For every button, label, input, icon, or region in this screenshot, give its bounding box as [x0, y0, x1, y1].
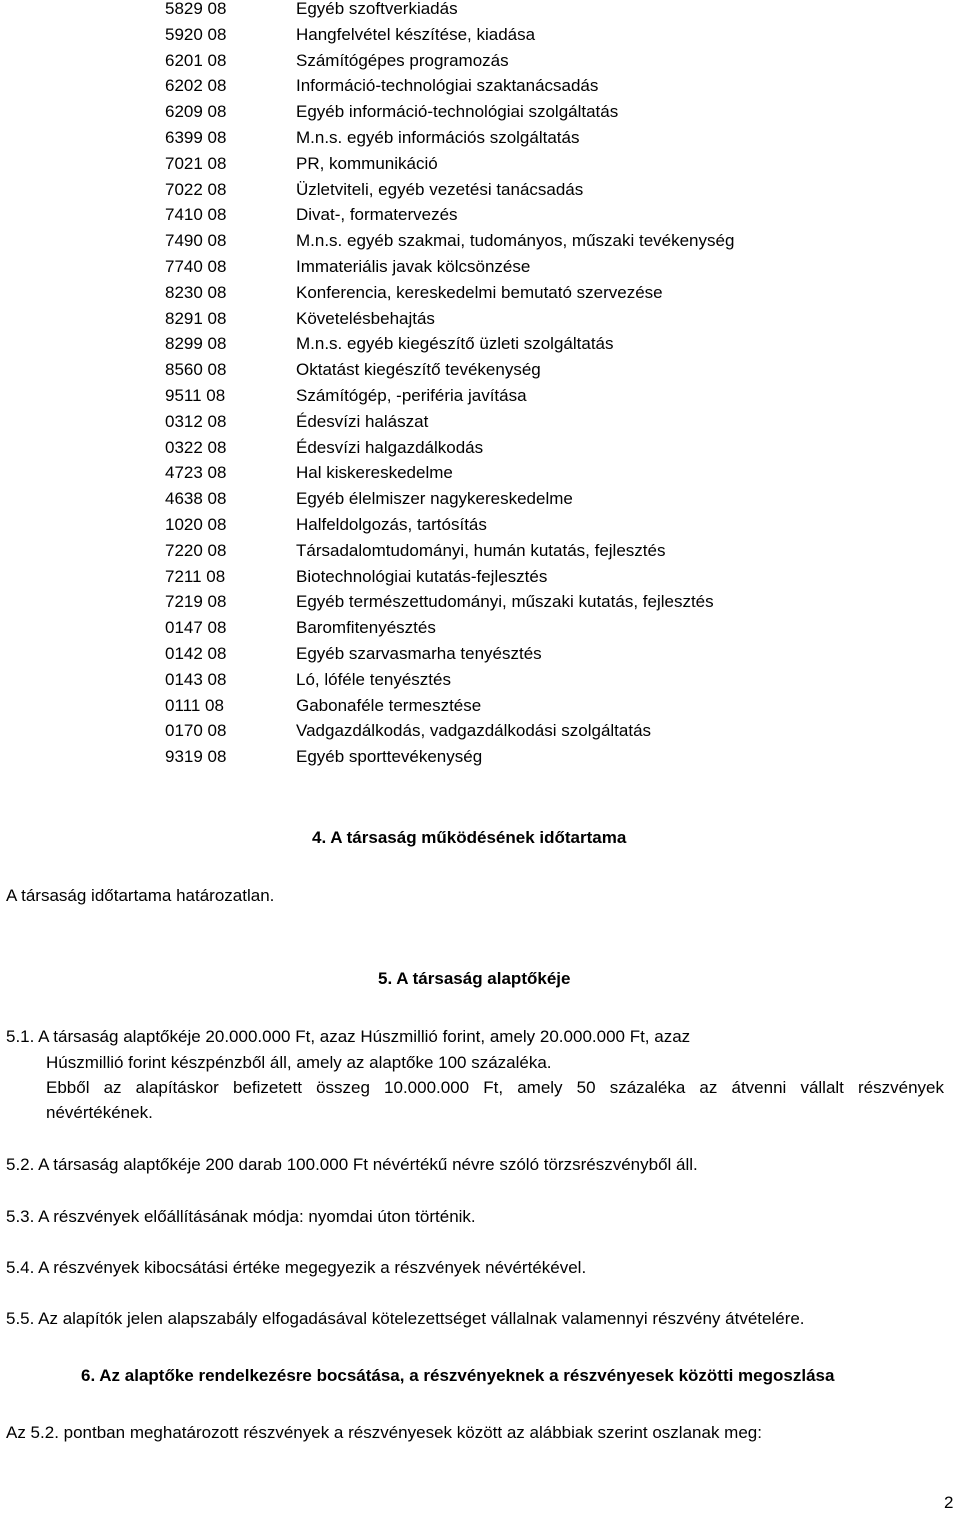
- activity-row: [165, 357, 734, 383]
- activity-row: [165, 0, 734, 22]
- activity-description: M.n.s. egyéb információs szolgáltatás: [296, 127, 580, 147]
- activity-code: 9511 08: [165, 385, 226, 405]
- section-5-heading: 5. A társaság alaptőkéje: [378, 969, 571, 988]
- activity-description: Egyéb sporttevékenység: [296, 747, 483, 767]
- justified-word: amely: [517, 1078, 563, 1097]
- paragraph-5-1-line-4: névértékének.: [46, 1103, 153, 1122]
- activity-row: [165, 538, 734, 564]
- activity-code: 0143 08: [165, 669, 227, 689]
- company-duration-text: A társaság időtartama határozatlan.: [6, 886, 275, 905]
- activity-code: 7490 08: [165, 231, 227, 251]
- activity-row: [165, 383, 734, 409]
- justified-word: Ft,: [483, 1078, 504, 1097]
- activity-row: [165, 151, 734, 177]
- activity-code: 0111 08: [165, 695, 224, 715]
- activity-row: [165, 435, 734, 461]
- activity-code: 7211 08: [165, 566, 226, 586]
- justified-word: részvények: [858, 1078, 944, 1097]
- justified-word: befizetett: [232, 1078, 302, 1097]
- activity-row: [165, 667, 734, 693]
- activity-code: 6399 08: [165, 127, 227, 147]
- paragraph-5-5: 5.5. Az alapítók jelen alapszabály elfogadásával kötelezettséget vállalnak valamennyi részvény átvételére.: [6, 1309, 805, 1328]
- activity-row: [165, 177, 734, 203]
- justified-word: százaléka: [609, 1078, 686, 1097]
- activity-row: [165, 589, 734, 615]
- activity-code: 7220 08: [165, 540, 227, 560]
- activity-row: [165, 228, 734, 254]
- activity-code: 7021 08: [165, 153, 227, 173]
- activity-description: Biotechnológiai kutatás-fejlesztés: [296, 566, 548, 586]
- activity-description: Édesvízi halgazdálkodás: [296, 437, 484, 457]
- activity-description: Egyéb természettudományi, műszaki kutatás, fejlesztés: [296, 592, 714, 612]
- activity-description: Ló, lóféle tenyésztés: [296, 669, 451, 689]
- activity-description: Hal kiskereskedelme: [296, 463, 453, 483]
- activity-row: [165, 254, 734, 280]
- justified-word: 50: [576, 1078, 596, 1097]
- justified-word: vállalt: [800, 1078, 844, 1097]
- activity-row: [165, 73, 734, 99]
- activity-row: [165, 615, 734, 641]
- activity-code: 7022 08: [165, 179, 227, 199]
- activity-row: [165, 486, 734, 512]
- section-6-heading: 6. Az alaptőke rendelkezésre bocsátása, a részvényeknek a részvényesek közötti megoszlása: [81, 1366, 835, 1385]
- activity-code: 7410 08: [165, 205, 227, 225]
- activity-row: [165, 48, 734, 74]
- activity-description: Immateriális javak kölcsönzése: [296, 256, 531, 276]
- justified-word: átvenni: [731, 1078, 787, 1097]
- page-number: 2: [944, 1493, 954, 1512]
- activity-row: [165, 744, 734, 770]
- activity-row: [165, 306, 734, 332]
- activity-code: 0147 08: [165, 618, 227, 638]
- activity-code: 7740 08: [165, 256, 227, 276]
- activity-code: 0312 08: [165, 411, 227, 431]
- justified-word: összeg: [316, 1078, 370, 1097]
- activity-description: Társadalomtudományi, humán kutatás, fejlesztés: [296, 540, 666, 560]
- activity-row: [165, 564, 734, 590]
- activity-description: PR, kommunikáció: [296, 153, 438, 173]
- activity-description: Halfeldolgozás, tartósítás: [296, 514, 487, 534]
- activity-code: 6201 08: [165, 50, 227, 70]
- activity-code: 0142 08: [165, 643, 227, 663]
- activity-description: Egyéb élelmiszer nagykereskedelme: [296, 489, 573, 509]
- activity-description: Üzletviteli, egyéb vezetési tanácsadás: [296, 179, 584, 199]
- activity-description: Hangfelvétel készítése, kiadása: [296, 24, 536, 44]
- justified-word: Ebből: [46, 1078, 90, 1097]
- activity-description: Vadgazdálkodás, vadgazdálkodási szolgáltatás: [296, 721, 652, 741]
- activity-code: 1020 08: [165, 514, 227, 534]
- paragraph-5-4: 5.4. A részvények kibocsátási értéke megegyezik a részvények névértékével.: [6, 1258, 587, 1277]
- activity-row: [165, 693, 734, 719]
- activity-description: Egyéb szoftverkiadás: [296, 0, 458, 18]
- activity-description: Konferencia, kereskedelmi bemutató szervezése: [296, 282, 663, 302]
- justified-word: 10.000.000: [384, 1078, 470, 1097]
- activity-description: M.n.s. egyéb szakmai, tudományos, műszaki tevékenység: [296, 231, 735, 251]
- activity-row: [165, 718, 734, 744]
- activity-description: M.n.s. egyéb kiegészítő üzleti szolgáltatás: [296, 334, 614, 354]
- activity-row: [165, 409, 734, 435]
- section-6-text: Az 5.2. pontban meghatározott részvények a részvényesek között az alábbiak szerint oszlanak meg:: [6, 1423, 762, 1442]
- paragraph-5-1-line-1: 5.1. A társaság alaptőkéje 20.000.000 Ft, azaz Húszmillió forint, amely 20.000.000 Ft, azaz: [6, 1027, 691, 1046]
- activity-code: 5920 08: [165, 24, 227, 44]
- justified-word: az: [103, 1078, 122, 1097]
- activity-description: Számítógép, -periféria javítása: [296, 385, 527, 405]
- activity-code: 8291 08: [165, 308, 227, 328]
- activity-code: 0322 08: [165, 437, 227, 457]
- activity-description: Divat-, formatervezés: [296, 205, 458, 225]
- activity-code: 8230 08: [165, 282, 227, 302]
- activity-row: [165, 125, 734, 151]
- paragraph-5-1-line-2: Húszmillió forint készpénzből áll, amely az alaptőke 100 százaléka.: [46, 1053, 552, 1072]
- activity-code: 5829 08: [165, 0, 227, 18]
- activity-description: Gabonaféle termesztése: [296, 695, 482, 715]
- activity-code: 8560 08: [165, 360, 227, 380]
- activity-row: [165, 22, 734, 48]
- justified-word: az: [699, 1078, 718, 1097]
- activity-description: Számítógépes programozás: [296, 50, 509, 70]
- activity-code: 0170 08: [165, 721, 227, 741]
- paragraph-5-2: 5.2. A társaság alaptőkéje 200 darab 100.000 Ft névértékű névre szóló törzsrészvényből áll.: [6, 1155, 698, 1174]
- activity-row: [165, 280, 734, 306]
- activity-description: Egyéb szarvasmarha tenyésztés: [296, 643, 542, 663]
- activity-row: [165, 641, 734, 667]
- activity-code: 8299 08: [165, 334, 227, 354]
- activity-row: [165, 331, 734, 357]
- paragraph-5-3: 5.3. A részvények előállításának módja: nyomdai úton történik.: [6, 1207, 476, 1226]
- activity-description: Oktatást kiegészítő tevékenység: [296, 360, 541, 380]
- justified-word: alapításkor: [135, 1078, 219, 1097]
- activity-code: 6202 08: [165, 76, 227, 96]
- activity-code: 9319 08: [165, 747, 227, 767]
- activity-description: Követelésbehajtás: [296, 308, 435, 328]
- section-4-heading: 4. A társaság működésének időtartama: [312, 828, 627, 847]
- paragraph-5-1-line-3: [46, 1078, 944, 1098]
- activity-row: [165, 202, 734, 228]
- activity-description: Információ-technológiai szaktanácsadás: [296, 76, 599, 96]
- activity-row: [165, 512, 734, 538]
- activity-description: Édesvízi halászat: [296, 411, 429, 431]
- activity-code-list: [165, 0, 734, 770]
- activity-description: Baromfitenyésztés: [296, 618, 436, 638]
- activity-code: 6209 08: [165, 102, 227, 122]
- activity-code: 4723 08: [165, 463, 227, 483]
- activity-description: Egyéb információ-technológiai szolgáltatás: [296, 102, 619, 122]
- activity-code: 7219 08: [165, 592, 227, 612]
- activity-code: 4638 08: [165, 489, 227, 509]
- activity-row: [165, 460, 734, 486]
- activity-row: [165, 99, 734, 125]
